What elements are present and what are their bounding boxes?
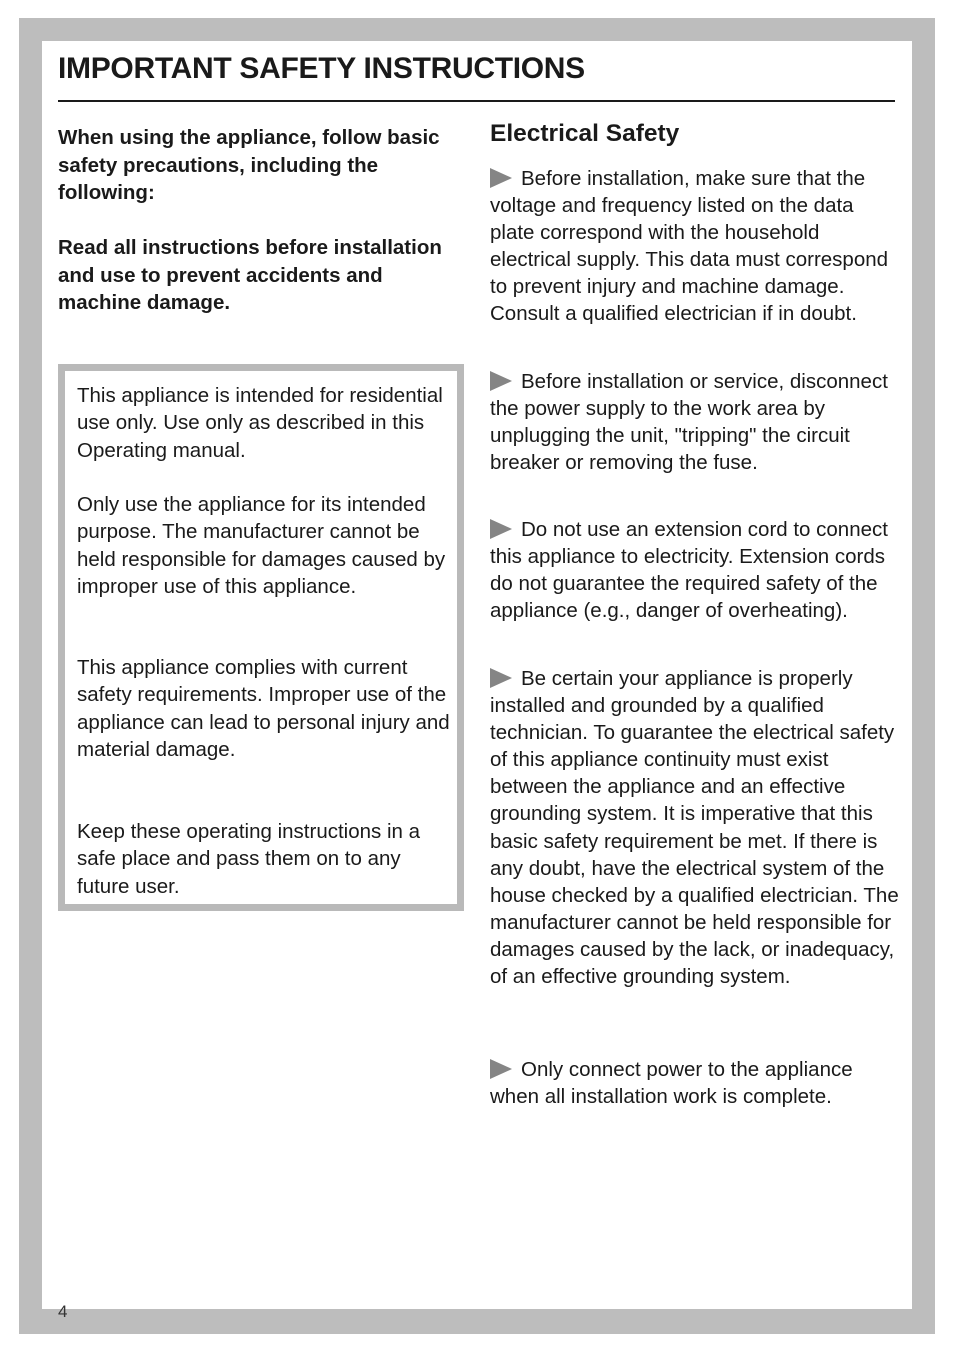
bullet-text: Before installation or service, disconnect the power supply to the work area by unplugging the unit, "tripping" the circuit breaker or removing the fuse. xyxy=(490,370,888,475)
notice-paragraph: This appliance is intended for residential use only. Use only as described in this Operating manual. xyxy=(77,384,443,462)
title-rule xyxy=(58,100,895,102)
triangle-bullet-icon xyxy=(490,519,512,539)
notice-paragraph: Only use the appliance for its intended purpose. The manufacturer cannot be held responsible for damages caused by improper use of this appliance. xyxy=(77,493,446,598)
page-title: IMPORTANT SAFETY INSTRUCTIONS xyxy=(58,52,585,85)
intro-precautions: When using the appliance, follow basic safety precautions, including the following: xyxy=(58,126,440,204)
bullet-item xyxy=(490,516,900,624)
bullet-item xyxy=(490,368,900,476)
bullet-text: Be certain your appliance is properly installed and grounded by a qualified technician. To guarantee the electrical safety of this appliance continuity must exist between the appliance and an effective grounding system. It is imperative that this basic safety requirement be met. If there is any doubt, have the electrical system of the house checked by a qualified electrician. The manufacturer cannot be held responsible for damages caused by the lack, or inadequacy, of an effective grounding system. xyxy=(490,667,899,989)
intro-read-all: Read all instructions before installation and use to prevent accidents and machine damage. xyxy=(58,236,442,314)
bullet-item xyxy=(490,165,900,328)
notice-paragraph: This appliance complies with current safety requirements. Improper use of the appliance can lead to personal injury and material damage. xyxy=(77,656,450,761)
notice-paragraph: Keep these operating instructions in a safe place and pass them on to any future user. xyxy=(77,820,421,898)
bullet-item xyxy=(490,1056,900,1110)
page-number: 4 xyxy=(58,1302,68,1321)
triangle-bullet-icon xyxy=(490,1059,512,1079)
section-heading: Electrical Safety xyxy=(490,120,680,147)
triangle-bullet-icon xyxy=(490,668,512,688)
triangle-bullet-icon xyxy=(490,168,512,188)
triangle-bullet-icon xyxy=(490,371,512,391)
bullet-text: Do not use an extension cord to connect this appliance to electricity. Extension cords do not guarantee the required safety of the appliance (e.g., danger of overheating). xyxy=(490,518,888,623)
bullet-item xyxy=(490,665,900,990)
bullet-text: Before installation, make sure that the voltage and frequency listed on the data plate correspond with the household electrical supply. This data must correspond to prevent injury and machine damage. Consult a qualified electrician if in doubt. xyxy=(490,167,889,326)
bullet-text: Only connect power to the appliance when all installation work is complete. xyxy=(490,1058,853,1109)
